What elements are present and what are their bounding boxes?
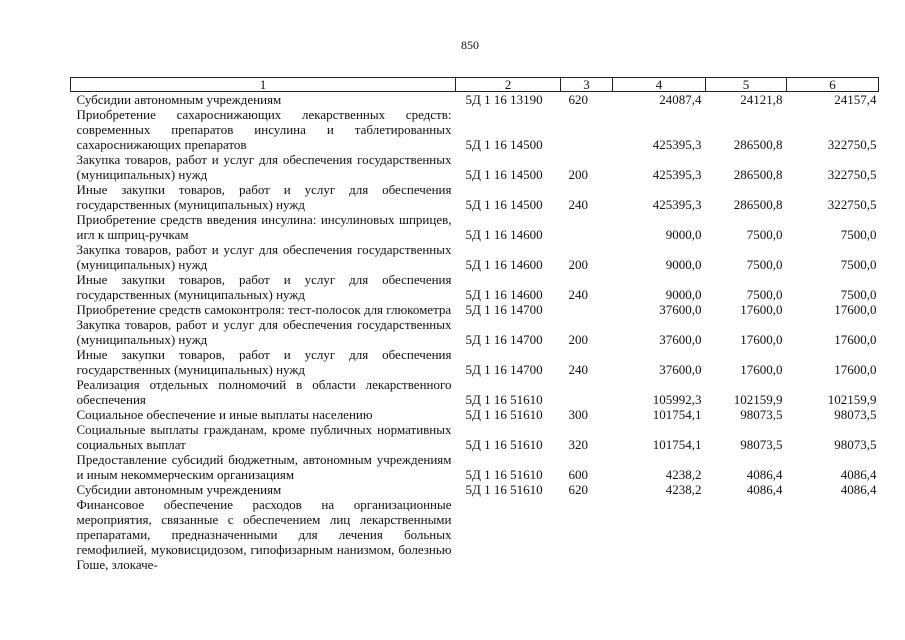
target-code xyxy=(456,497,561,572)
target-code: 5Д 1 16 51610 xyxy=(465,482,543,497)
expense-type: 240 xyxy=(568,287,588,302)
amount-col5: 4086,4 xyxy=(746,467,783,482)
amount-col4: 4238,2 xyxy=(665,482,702,497)
amount-col5: 17600,0 xyxy=(740,302,783,317)
expense-type: 240 xyxy=(568,362,588,377)
amount-col6: 7500,0 xyxy=(840,257,877,272)
amount-col6: 24157,4 xyxy=(834,92,877,107)
amount-col4: 425395,3 xyxy=(652,137,702,152)
table-row xyxy=(71,377,879,407)
amount-col4: 37600,0 xyxy=(659,362,702,377)
amount-col5: 7500,0 xyxy=(746,227,783,242)
target-code: 5Д 1 16 14600 xyxy=(465,257,543,272)
amount-col5: 4086,4 xyxy=(746,482,783,497)
item-name: Субсидии автономным учреждениям xyxy=(76,92,282,107)
table-row xyxy=(71,407,879,422)
amount-col5: 7500,0 xyxy=(746,287,783,302)
amount-col5 xyxy=(706,497,787,572)
item-name: Закупка товаров, работ и услуг для обеспечения государственных (муниципальных) нужд xyxy=(76,317,452,347)
target-code: 5Д 1 16 14700 xyxy=(465,302,543,317)
table-row xyxy=(71,347,879,377)
table-row xyxy=(71,452,879,482)
expense-type: 320 xyxy=(568,437,588,452)
amount-col6: 17600,0 xyxy=(834,302,877,317)
amount-col6: 17600,0 xyxy=(834,362,877,377)
expense-type xyxy=(561,377,613,407)
amount-col4: 9000,0 xyxy=(665,287,702,302)
budget-table xyxy=(70,77,879,572)
expense-type: 200 xyxy=(568,257,588,272)
target-code: 5Д 1 16 51610 xyxy=(465,467,543,482)
amount-col4: 9000,0 xyxy=(665,227,702,242)
amount-col5: 286500,8 xyxy=(733,137,783,152)
item-name: Закупка товаров, работ и услуг для обеспечения государственных (муниципальных) нужд xyxy=(76,152,452,182)
item-name: Финансовое обеспечение расходов на организационные мероприятия, связанные с обеспечением лиц лекарственными препаратами, предназначенными для лечения больных гемофилией, муковисцидозом, гипофизарным нанизмом, болезнью Гоше, злокаче- xyxy=(76,497,452,572)
amount-col5: 17600,0 xyxy=(740,332,783,347)
item-name: Иные закупки товаров, работ и услуг для обеспечения государственных (муниципальных) нужд xyxy=(76,272,452,302)
amount-col5: 286500,8 xyxy=(733,167,783,182)
amount-col4 xyxy=(613,497,706,572)
amount-col5: 102159,9 xyxy=(733,392,783,407)
amount-col6: 98073,5 xyxy=(834,407,877,422)
amount-col4: 9000,0 xyxy=(665,257,702,272)
amount-col4: 425395,3 xyxy=(652,197,702,212)
amount-col4: 105992,3 xyxy=(652,392,702,407)
item-name: Закупка товаров, работ и услуг для обеспечения государственных (муниципальных) нужд xyxy=(76,242,452,272)
target-code: 5Д 1 16 13190 xyxy=(465,92,543,107)
column-header-2: 2 xyxy=(456,78,561,92)
expense-type: 200 xyxy=(568,167,588,182)
amount-col5: 24121,8 xyxy=(740,92,783,107)
table-row xyxy=(71,302,879,317)
target-code: 5Д 1 16 51610 xyxy=(465,392,543,407)
table-row xyxy=(71,107,879,152)
expense-type: 240 xyxy=(568,197,588,212)
item-name: Иные закупки товаров, работ и услуг для обеспечения государственных (муниципальных) нужд xyxy=(76,182,452,212)
amount-col4: 24087,4 xyxy=(659,92,702,107)
amount-col6: 322750,5 xyxy=(827,167,877,182)
amount-col5: 17600,0 xyxy=(740,362,783,377)
expense-type xyxy=(561,497,613,572)
expense-type xyxy=(561,107,613,152)
item-name: Приобретение средств введения инсулина: инсулиновых шприцев, игл к шприц-ручкам xyxy=(76,212,452,242)
amount-col5: 286500,8 xyxy=(733,197,783,212)
expense-type xyxy=(561,302,613,317)
table-row xyxy=(71,92,879,108)
target-code: 5Д 1 16 51610 xyxy=(465,407,543,422)
table-row xyxy=(71,182,879,212)
amount-col6: 102159,9 xyxy=(827,392,877,407)
amount-col6: 322750,5 xyxy=(827,137,877,152)
table-row xyxy=(71,212,879,242)
table-row xyxy=(71,482,879,497)
amount-col6: 4086,4 xyxy=(840,467,877,482)
column-header-1: 1 xyxy=(71,78,456,92)
amount-col4: 4238,2 xyxy=(665,467,702,482)
table-row xyxy=(71,152,879,182)
table-row xyxy=(71,272,879,302)
amount-col4: 37600,0 xyxy=(659,302,702,317)
expense-type: 600 xyxy=(568,467,588,482)
table-row xyxy=(71,422,879,452)
column-header-3: 3 xyxy=(561,78,613,92)
expense-type: 200 xyxy=(568,332,588,347)
item-name: Реализация отдельных полномочий в области лекарственного обеспечения xyxy=(76,377,452,407)
amount-col6: 322750,5 xyxy=(827,197,877,212)
item-name: Субсидии автономным учреждениям xyxy=(76,482,282,497)
column-header-4: 4 xyxy=(613,78,706,92)
item-name: Иные закупки товаров, работ и услуг для обеспечения государственных (муниципальных) нужд xyxy=(76,347,452,377)
target-code: 5Д 1 16 14600 xyxy=(465,227,543,242)
amount-col6: 4086,4 xyxy=(840,482,877,497)
item-name: Предоставление субсидий бюджетным, автономным учреждениям и иным некоммерческим организациям xyxy=(76,452,452,482)
table-row xyxy=(71,317,879,347)
target-code: 5Д 1 16 14500 xyxy=(465,167,543,182)
target-code: 5Д 1 16 14500 xyxy=(465,197,543,212)
amount-col4: 101754,1 xyxy=(652,437,702,452)
expense-type xyxy=(561,212,613,242)
table-row xyxy=(71,242,879,272)
target-code: 5Д 1 16 14600 xyxy=(465,287,543,302)
target-code: 5Д 1 16 14700 xyxy=(465,362,543,377)
target-code: 5Д 1 16 51610 xyxy=(465,437,543,452)
item-name: Приобретение средств самоконтроля: тест-полосок для глюкометра xyxy=(76,302,452,317)
page-number: 850 xyxy=(461,38,479,52)
amount-col5: 7500,0 xyxy=(746,257,783,272)
amount-col6: 98073,5 xyxy=(834,437,877,452)
amount-col4: 425395,3 xyxy=(652,167,702,182)
header-row xyxy=(71,78,879,92)
amount-col6: 7500,0 xyxy=(840,287,877,302)
amount-col5: 98073,5 xyxy=(740,437,783,452)
expense-type: 620 xyxy=(568,92,588,107)
column-header-5: 5 xyxy=(706,78,787,92)
amount-col5: 98073,5 xyxy=(740,407,783,422)
item-name: Социальные выплаты гражданам, кроме публичных нормативных социальных выплат xyxy=(76,422,452,452)
expense-type: 300 xyxy=(568,407,588,422)
amount-col6 xyxy=(787,497,879,572)
expense-type: 620 xyxy=(568,482,588,497)
amount-col4: 101754,1 xyxy=(652,407,702,422)
target-code: 5Д 1 16 14500 xyxy=(465,137,543,152)
column-header-6: 6 xyxy=(787,78,879,92)
amount-col6: 7500,0 xyxy=(840,227,877,242)
amount-col4: 37600,0 xyxy=(659,332,702,347)
item-name: Социальное обеспечение и иные выплаты населению xyxy=(76,407,373,422)
table-row xyxy=(71,497,879,572)
target-code: 5Д 1 16 14700 xyxy=(465,332,543,347)
amount-col6: 17600,0 xyxy=(834,332,877,347)
item-name: Приобретение сахароснижающих лекарственных средств: современных препаратов инсулина и таблетированных сахароснижающих препаратов xyxy=(76,107,452,152)
